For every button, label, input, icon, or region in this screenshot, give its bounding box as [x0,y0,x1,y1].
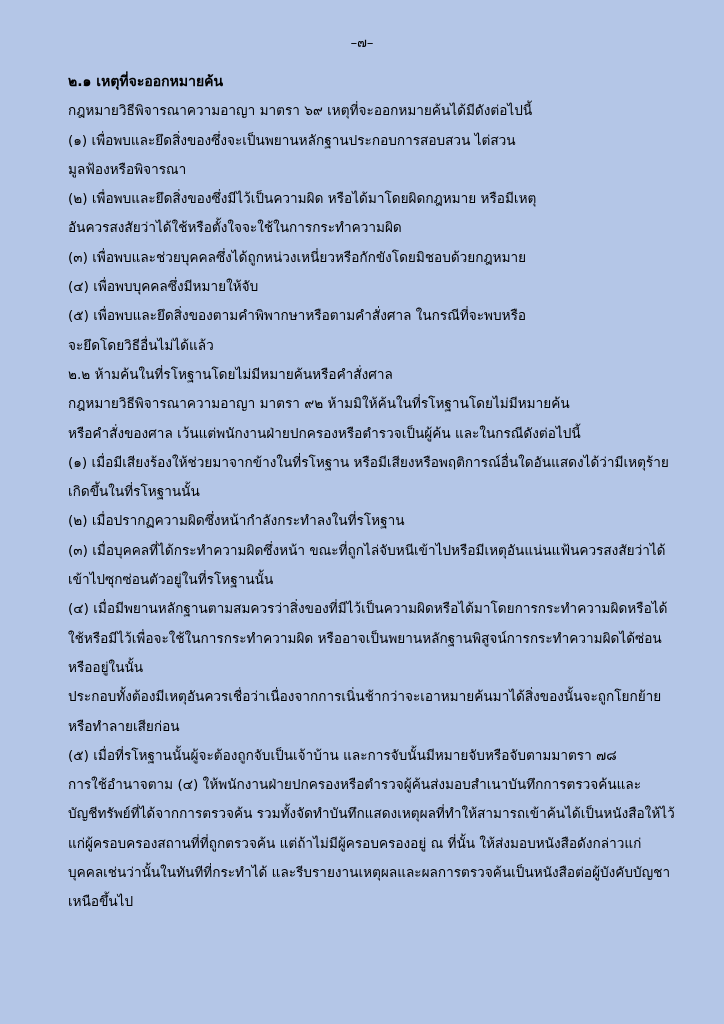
paragraph-line: (๕) เมื่อที่รโหฐานนั้นผู้จะต้องถูกจับเป็นเจ้าบ้าน และการจับนั้นมีหมายจับหรือจับตามมาตรา ๗๘ [68,747,617,764]
paragraph-line: หรืออยู่ในนั้น [68,659,144,676]
paragraph-line: (๔) เมื่อมีพยานหลักฐานตามสมควรว่าสิ่งของที่มีไว้เป็นความผิดหรือได้มาโดยการกระทำความผิดหรือได้ [68,601,668,618]
paragraph-line: แก่ผู้ครอบครองสถานที่ที่ถูกตรวจค้น แต่ถ้าไม่มีผู้ครอบครองอยู่ ณ ที่นั้น ให้ส่งมอบหนังสือดังกล่าวแก่ [68,835,642,852]
paragraph-line: ใช้หรือมีไว้เพื่อจะใช้ในการกระทำความผิด หรืออาจเป็นพยานหลักฐานพิสูจน์การกระทำความผิดได้ซ่อน [68,630,662,647]
paragraph-line: หรือทำลายเสียก่อน [68,718,180,735]
paragraph-line: (๔) เพื่อพบบุคคลซึ่งมีหมายให้จับ [68,279,259,296]
paragraph-line: จะยึดโดยวิธีอื่นไม่ได้แล้ว [68,337,214,354]
section-heading: ๒.๑ เหตุที่จะออกหมายค้น [68,74,224,90]
paragraph-line: การใช้อำนาจตาม (๔) ให้พนักงานฝ่ายปกครองหรือตำรวจผู้ค้นส่งมอบสำเนาบันทึกการตรวจค้นและ [68,777,642,794]
paragraph-line: หรือคำสั่งของศาล เว้นแต่พนักงานฝ่ายปกครองหรือตำรวจเป็นผู้ค้น และในกรณีดังต่อไปนี้ [68,425,581,442]
paragraph-line: มูลฟ้องหรือพิจารณา [68,161,187,178]
paragraph-line: เข้าไปซุกซ่อนตัวอยู่ในที่รโหฐานนั้น [68,572,274,589]
paragraph-line: (๒) เมื่อปรากฏความผิดซึ่งหน้ากำลังกระทำลงในที่รโหฐาน [68,513,405,530]
page-number: –๗– [350,36,374,51]
paragraph-line: (๓) เพื่อพบและช่วยบุคคลซึ่งได้ถูกหน่วงเหนี่ยวหรือกักขังโดยมิชอบด้วยกฎหมาย [68,249,527,266]
section-heading: ๒.๒ ห้ามค้นในที่รโหฐานโดยไม่มีหมายค้นหรือคำสั่งศาล [68,366,393,383]
paragraph-line: (๕) เพื่อพบและยึดสิ่งของตามคำพิพากษาหรือตามคำสั่งศาล ในกรณีที่จะพบหรือ [68,308,527,325]
paragraph-line: (๑) เพื่อพบและยึดสิ่งของซึ่งจะเป็นพยานหลักฐานประกอบการสอบสวน ไต่สวน [68,132,516,149]
paragraph-line: เหนือขึ้นไป [68,894,134,911]
paragraph-line: กฎหมายวิธีพิจารณาความอาญา มาตรา ๖๙ เหตุที่จะออกหมายค้นได้มีดังต่อไปนี้ [68,103,533,120]
paragraph-line: ประกอบทั้งต้องมีเหตุอันควรเชื่อว่าเนื่องจากการเนิ่นช้ากว่าจะเอาหมายค้นมาได้สิ่งของนั้นจะถูกโยกย้าย [68,689,662,706]
paragraph-line: บุคคลเช่นว่านั้นในทันทีที่กระทำได้ และรีบรายงานเหตุผลและผลการตรวจค้นเป็นหนังสือต่อผู้บังคับบัญชา [68,865,671,882]
paragraph-line: บัญชีทรัพย์ที่ได้จากการตรวจค้น รวมทั้งจัดทำบันทึกแสดงเหตุผลที่ทำให้สามารถเข้าค้นได้เป็นหนังสือให้ไว้ [68,806,675,823]
paragraph-line: เกิดขึ้นในที่รโหฐานนั้น [68,484,200,501]
paragraph-line: (๒) เพื่อพบและยึดสิ่งของซึ่งมีไว้เป็นความผิด หรือได้มาโดยผิดกฎหมาย หรือมีเหตุ [68,191,537,208]
document-body [68,68,688,918]
paragraph-line: (๓) เมื่อบุคคลที่ได้กระทำความผิดซึ่งหน้า ขณะที่ถูกไล่จับหนีเข้าไปหรือมีเหตุอันแน่นแฟ้นควรสงสัยว่าได้ [68,542,666,559]
paragraph-line: กฎหมายวิธีพิจารณาความอาญา มาตรา ๙๒ ห้ามมิให้ค้นในที่รโหฐานโดยไม่มีหมายค้น [68,396,570,413]
paragraph-line: อันควรสงสัยว่าได้ใช้หรือตั้งใจจะใช้ในการกระทำความผิด [68,220,402,237]
paragraph-line: (๑) เมื่อมีเสียงร้องให้ช่วยมาจากข้างในที่รโหฐาน หรือมีเสียงหรือพฤติการณ์อื่นใดอันแสดงได้ว่ามีเหตุร้าย [68,454,669,471]
